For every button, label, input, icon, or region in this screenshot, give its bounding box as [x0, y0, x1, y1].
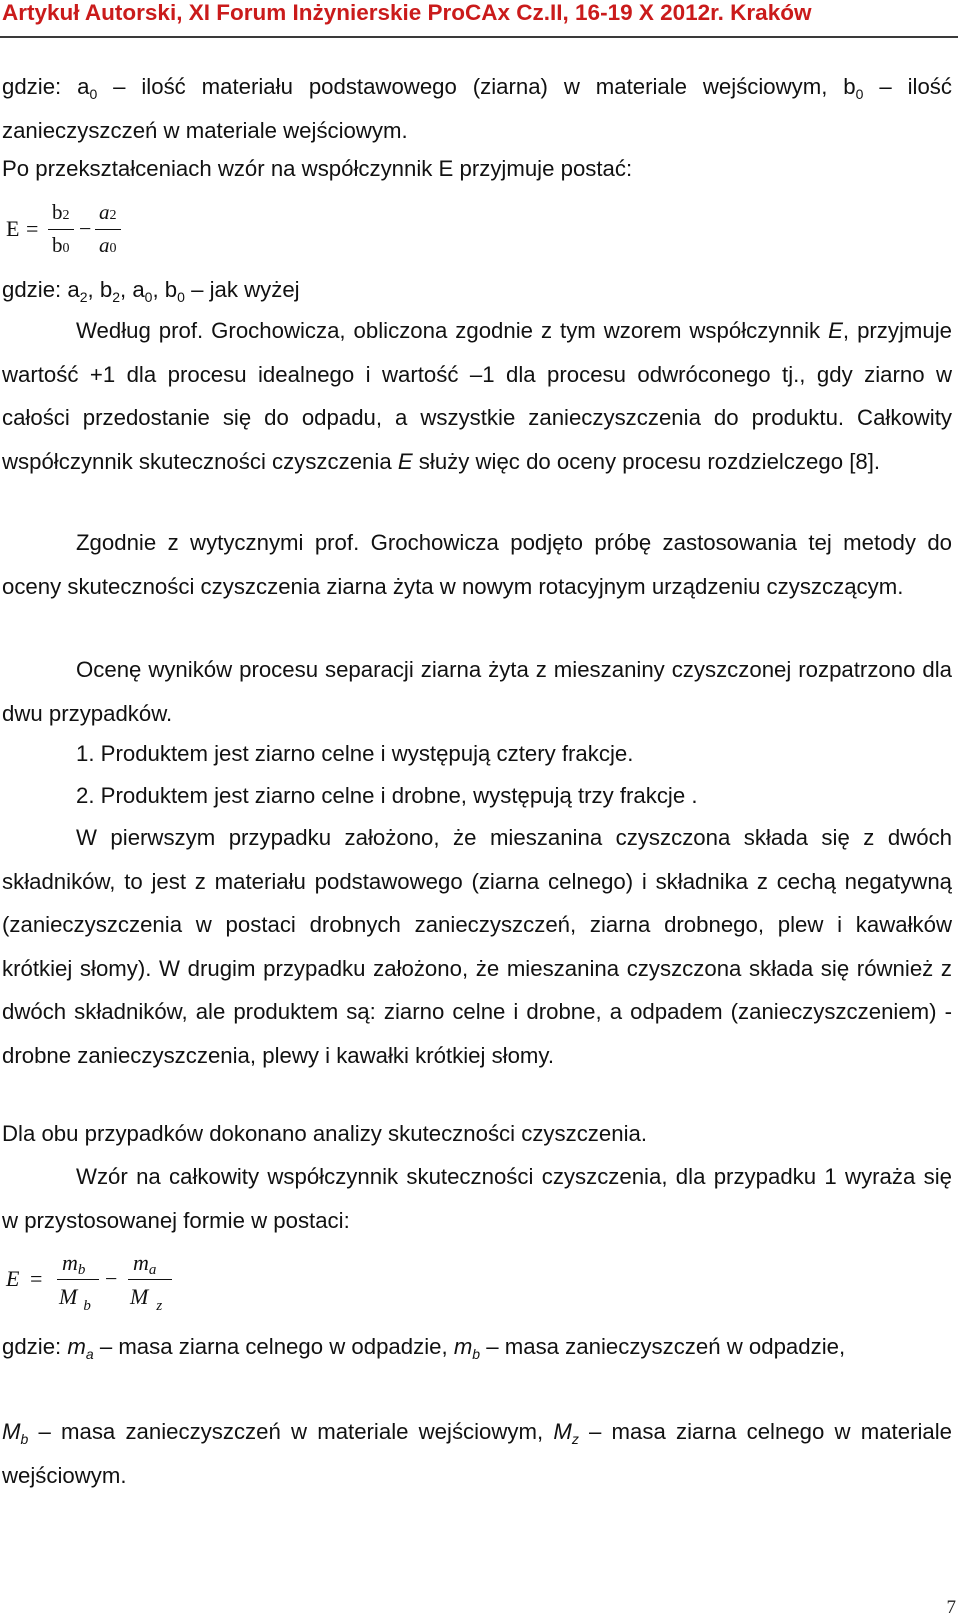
paragraph-where: gdzie: $a_2$, $b_2$, $a_0$, $b_0$ – jak wyżej — [2, 277, 300, 305]
eq1-fraction-bar-1 — [48, 229, 74, 230]
list-item: 1. Produktem jest ziarno celne i występują cztery frakcje. — [76, 741, 634, 766]
eq1-num2: a2 — [99, 200, 117, 224]
paragraph-analysis: Dla obu przypadków dokonano analizy skuteczności czyszczenia. — [2, 1121, 648, 1146]
eq2-minus: − — [105, 1266, 118, 1291]
list-item: 2. Produktem jest ziarno celne i drobne, występują trzy frakcje . — [76, 783, 698, 808]
paragraph-formula-intro: Wzór na całkowity współczynnik skuteczności czyszczenia, dla przypadku 1 wyraża się w przystosowanej formie w postaci: — [2, 1164, 952, 1233]
header-divider — [0, 36, 958, 38]
eq1-minus: − — [79, 216, 92, 241]
paragraph-assessment: Ocenę wyników procesu separacji ziarna żyta z mieszaniny czyszczonej rozpatrzono dla dwu przypadków. — [2, 657, 952, 726]
paragraph-method: Zgodnie z wytycznymi prof. Grochowicza podjęto próbę zastosowania tej metody do oceny skuteczności czyszczenia ziarna żyta w nowym rotacyjnym urządzeniu czyszczącym. — [2, 530, 952, 599]
eq2-lhs: E — [6, 1266, 20, 1291]
eq2-equals: = — [30, 1266, 43, 1291]
eq1-num1: b2 — [52, 200, 70, 224]
page-header-title: Artykuł Autorski, XI Forum Inżynierskie ProCAx Cz.II, 16-19 X 2012r. Kraków — [2, 0, 812, 25]
paragraph-mass-definitions: gdzie: $m_a$ – masa ziarna celnego w odpadzie, $m_b$ – masa zanieczyszczeń w odpadzie, — [2, 1334, 846, 1362]
eq2-fraction-bar-2 — [128, 1279, 172, 1280]
eq2-den2: M $_z$ — [130, 1284, 163, 1314]
paragraph-grochowicz: Według prof. Grochowicza, obliczona zgodnie z tym wzorem współczynnik E, przyjmuje wartość +1 dla procesu idealnego i wartość –1 dla procesu odwróconego tj., gdy ziarno w całości przedostanie się do odpadu, a wszystkie zanieczyszczenia do produktu. Całkowity współczynnik skuteczności czyszczenia E służy więc do oceny procesu rozdzielczego [8]. — [2, 318, 952, 474]
paragraph-transformation: Po przekształceniach wzór na współczynnik E przyjmuje postać: — [2, 156, 633, 181]
paragraph-cases: W pierwszym przypadku założono, że mieszanina czyszczona składa się z dwóch składników, to jest z materiału podstawowego (ziarna celnego) i składnika z cechą negatywną (zanieczyszczenia w postaci drobnych zanieczyszczeń, ziarna drobnego, plew i kawałków krótkiej słomy). W drugim przypadku założono, że mieszanina czyszczona składa się również z dwóch składników, ale produktem są: ziarno celne i drobne, a odpadem (zanieczyszczeniem) - drobne zanieczyszczenia, plewy i kawałki krótkiej słomy. — [2, 825, 952, 1068]
paragraph-definitions: gdzie: $a_0$ – ilość materiału podstawowego (ziarna) w materiale wejściowym, $b_0$ – ilość zanieczyszczeń w materiale wejściowym. — [2, 74, 952, 143]
eq1-lhs: E — [6, 216, 20, 241]
eq2-den1: M $_b$ — [59, 1284, 91, 1314]
eq1-fraction-bar-2 — [95, 229, 121, 230]
page-number: 7 — [946, 1597, 956, 1618]
eq1-den1: b0 — [52, 233, 70, 257]
eq1-equals: = — [26, 216, 39, 241]
eq2-num2: ma — [133, 1250, 157, 1278]
eq1-den2: a0 — [99, 233, 117, 257]
eq2-fraction-bar-1 — [57, 1279, 99, 1280]
paragraph-input-mass-definitions: $M_b$ – masa zanieczyszczeń w materiale wejściowym, $M_z$ – masa ziarna celnego w materiale wejściowym. — [2, 1419, 952, 1488]
eq2-num1: mb — [62, 1250, 86, 1278]
